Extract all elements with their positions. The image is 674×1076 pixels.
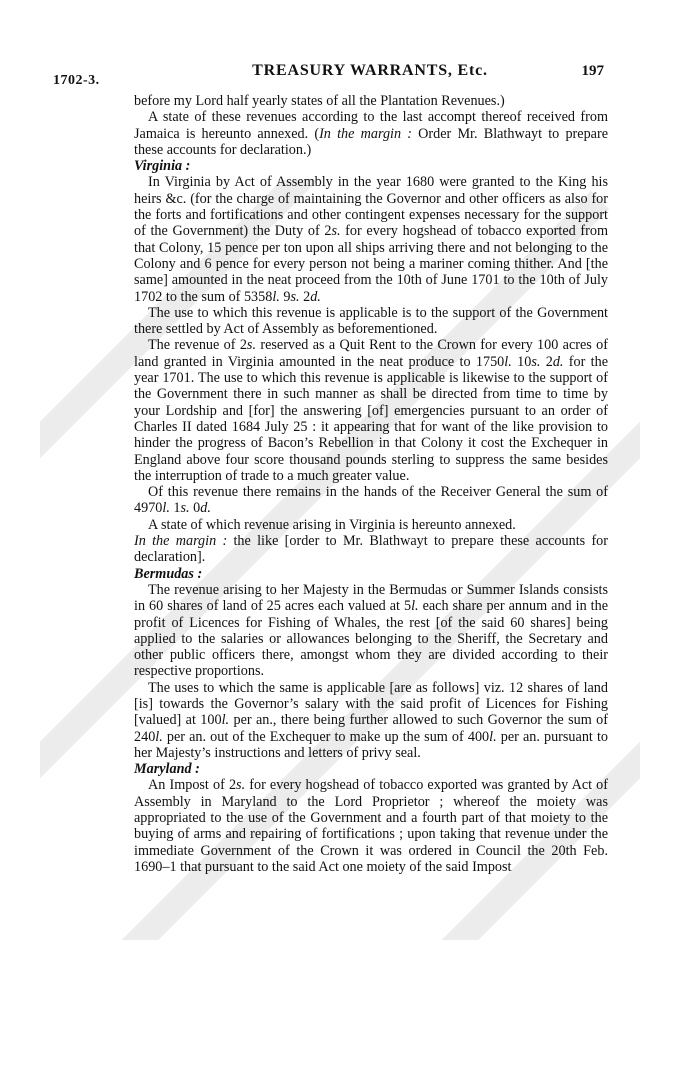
text-run: each share per annum and in the profit of Licences for Fishing of Whales, the rest [of the said 60 shares] being applied to the salaries or allowances belonging to the Sheriff, the Secretary and other public officers there, amongst whom they are divided according to their respective proportions.	[134, 598, 608, 680]
italic-text: In the margin :	[319, 125, 412, 142]
text-run: Virginia :	[134, 158, 191, 175]
running-title: TREASURY WARRANTS, Etc.	[252, 62, 488, 79]
text-run: An Impost of 2	[148, 777, 237, 794]
italic-text: d.	[200, 500, 211, 517]
text-run: 2	[299, 288, 311, 305]
text-run: The revenue arising to her Majesty in the Bermudas or Summer Islands consists in 60 shares of land of 25 acres each valued at 5	[134, 581, 608, 615]
italic-text: s.	[180, 500, 190, 517]
text-run: 0	[189, 500, 201, 517]
text-run: per an. pursuant to her Majesty’s instructions and letters of privy seal.	[134, 728, 608, 761]
paragraph-continuation	[134, 93, 608, 109]
text-run: The use to which this revenue is applicable is to the support of the Government there settled by Act of Assembly as beforementioned.	[134, 304, 608, 338]
italic-text: l.	[272, 288, 280, 305]
document-body	[134, 93, 608, 875]
paragraph	[134, 777, 608, 875]
italic-text: d.	[552, 353, 564, 370]
paragraph	[134, 174, 608, 304]
paragraph	[134, 517, 608, 533]
italic-text: l.	[504, 353, 512, 370]
page-number: 197	[581, 63, 604, 79]
italic-text: d.	[310, 288, 321, 305]
italic-text: s.	[331, 223, 341, 240]
text-run: for the year 1701. The use to which this revenue is applicable is likewise to the support of the Government there in such manner as shall be directed from time to time by your Lordship and [for] the answering [of] emergencies pursuant to an order of Charles II dated 1684 July 25 : it appearing that for want of the like provision to hinder the progress of Bacon’s Rebellion in that Colony it cost the Exchequer in England above four score thousand pounds sterling to suppress the same besides the interruption of trade to a much greater value.	[134, 353, 609, 484]
paragraph	[134, 337, 608, 484]
text-run: In Virginia by Act of Assembly in the year 1680 were granted to the King his heirs &c. (for the charge of maintaining the Governor and other officers as also for the forts and fortifications and other contingent expenses necessary for the support of the Government) the Duty of 2	[134, 174, 608, 240]
paragraph	[134, 484, 608, 517]
text-run: the like [order to Mr. Blathwayt to prepare these accounts for declaration].	[134, 533, 608, 566]
italic-text: s.	[236, 777, 246, 794]
section-heading	[134, 761, 608, 777]
text-run: per an., there being further allowed to such Governor the sum of 240	[134, 712, 608, 745]
italic-text: In the margin :	[134, 533, 228, 550]
text-run: Bermudas :	[134, 565, 203, 582]
paragraph	[134, 305, 608, 338]
section-heading	[134, 566, 608, 582]
text-run: for every hogshead of tobacco exported was granted by Act of Assembly in Maryland to the Lord Proprietor ; whereof the moiety was appropriated to the use of the Government and a fourth part of that moiety to the buying of arms and repairing of fortifications ; upon taking that revenue under the immediate Government of the Crown it was ordered in Council the 20th Feb. 1690–1 that pursuant to the said Act one moiety of the said Impost	[134, 777, 609, 875]
text-run: Order Mr. Blathwayt to prepare these accounts for declaration.)	[134, 125, 608, 158]
paragraph	[134, 582, 608, 680]
year-marker: 1702-3.	[53, 73, 100, 88]
text-run: per an. out of the Exchequer to make up the sum of 400	[162, 728, 490, 745]
text-run: 2	[540, 353, 553, 370]
text-run: for every hogshead of tobacco exported from that Colony, 15 pence per ton upon all ships arriving there and not belonging to the Colony and 6 pence for every person not being a mariner coming thither. And [the same] amounted in the neat proceed from the 10th of June 1701 to the 10th of July 1702 to the sum of 5358	[134, 223, 608, 305]
text-run: before my Lord half yearly states of all the Plantation Revenues.)	[134, 93, 505, 109]
italic-text: s.	[290, 288, 300, 305]
text-run: A state of which revenue arising in Virginia is hereunto annexed.	[148, 516, 516, 533]
text-run: The revenue of 2	[148, 337, 247, 354]
italic-text: l.	[155, 728, 163, 745]
text-run: The uses to which the same is applicable [are as follows] viz. 12 shares of land [is] towards the Governor’s salary with the said profit of Licences for Fishing [valued] at 100	[134, 679, 608, 729]
paragraph	[134, 109, 608, 158]
italic-text: l.	[221, 712, 230, 729]
italic-text: s.	[246, 337, 256, 354]
text-run: 1	[169, 500, 181, 517]
text-run: Maryland :	[134, 761, 200, 778]
italic-text: s.	[531, 353, 541, 370]
paragraph-continuation	[134, 533, 608, 566]
section-heading	[134, 158, 608, 174]
page-header	[134, 60, 606, 84]
text-run: 9	[279, 288, 291, 305]
italic-text: l.	[489, 728, 497, 745]
text-run: Of this revenue there remains in the hands of the Receiver General the sum of 4970	[134, 484, 608, 517]
text-run: A state of these revenues according to the last accompt thereof received from Jamaica is hereunto annexed. (	[134, 109, 608, 142]
text-run: reserved as a Quit Rent to the Crown for every 100 acres of land granted in Virginia amounted in the neat produce to 1750	[134, 337, 608, 370]
italic-text: l.	[162, 500, 170, 517]
paragraph	[134, 680, 608, 761]
italic-text: l.	[411, 598, 419, 615]
text-run: 10	[511, 353, 532, 370]
